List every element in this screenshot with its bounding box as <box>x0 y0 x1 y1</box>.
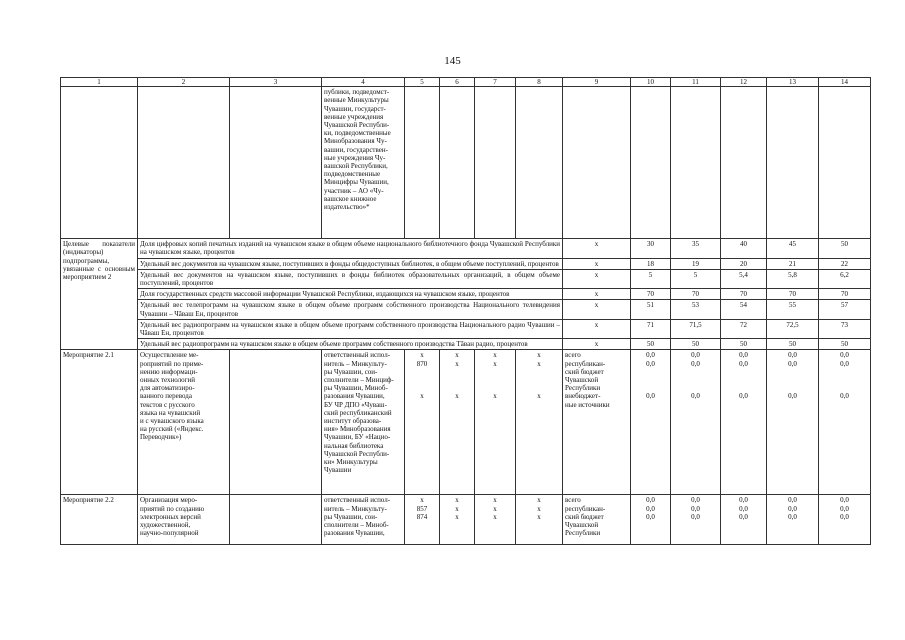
budget-code-cell: x 870 x <box>405 350 440 495</box>
amount-cell: 0,0 0,0 0,0 <box>819 495 871 545</box>
budget-code-cell: x x x <box>475 350 516 495</box>
amount-cell: 0,0 0,0 0,0 <box>631 495 671 545</box>
amount-cell: 0,0 0,0 0,0 <box>767 350 819 495</box>
funding-source-cell: всего республикан- ский бюджет Чувашской Республики <box>563 495 631 545</box>
indicator-text: Удельный вес телепрограмм на чувашском языке в общем объеме программ собственного производства Национального телевидения Чувашии – Чăваш Ен, процентов <box>138 300 563 319</box>
activity-row <box>61 350 871 495</box>
col-num: 14 <box>819 78 871 87</box>
indicator-text: Удельный вес документов на чувашском языке, поступивших в фонды общедоступных библиотек, в общем объеме поступлений, процентов <box>138 258 563 269</box>
col-num: 2 <box>138 78 230 87</box>
activity-description: Организация меро- приятий по созданию электронных версий художественной, научно-популярной <box>138 495 230 545</box>
targets-label: Целевые показатели (индикаторы) подпрограммы, увязанные с основным мероприятием 2 <box>61 239 138 350</box>
indicator-text: Удельный вес документов на чувашском языке, поступивших в фонды библиотек образовательных организаций, в общем объеме поступлений, процентов <box>138 269 563 288</box>
indicator-text: Удельный вес радиопрограмм на чувашском языке в общем объеме программ собственного производства Тăван радио, процентов <box>138 339 563 350</box>
indicator-text: Удельный вес радиопрограмм на чувашском языке в общем объеме программ собственного производства Национального радио Чувашии – Чăваш Ен, процентов <box>138 319 563 338</box>
budget-code-cell: x 857 874 <box>405 495 440 545</box>
budget-code-cell: x x x <box>440 350 475 495</box>
col-num: 4 <box>322 78 405 87</box>
col-num: 6 <box>440 78 475 87</box>
col-num: 13 <box>767 78 819 87</box>
responsible-cell: ответственный испол- нитель – Минкульту- ры Чувашии, сои- сполнители – Миноб- разования Чувашии, <box>322 495 405 545</box>
col-num: 3 <box>230 78 322 87</box>
indicator-row: Удельный вес радиопрограмм на чувашском языке в общем объеме программ собственного производства Национального радио Чувашии – Чăваш Ен, процентов x 71 71,5 72 72,5 73 <box>61 319 871 338</box>
activity-name: Мероприятие 2.2 <box>61 495 138 545</box>
activity-description: Осуществление ме- роприятий по приме- нению информаци- онных технологий для автоматизиро- ванного перевода текстов с русского языка на чувашский и с чувашского языка на русский («Яндекс. Переводчик») <box>138 350 230 495</box>
amount-cell: 0,0 0,0 0,0 <box>721 495 767 545</box>
indicator-text: Доля цифровых копий печатных изданий на чувашском языке в общем объеме национального библиотечного фонда Чувашской Республики на чувашском языке, процентов <box>138 239 563 258</box>
indicator-row: Удельный вес телепрограмм на чувашском языке в общем объеме программ собственного производства Национального телевидения Чувашии – Чăваш Ен, процентов x 51 53 54 55 57 <box>61 300 871 319</box>
continuation-row <box>61 87 871 239</box>
indicator-row: Доля государственных средств массовой информации Чувашской Республики, издающихся на чувашском языке, процентов x 70 70 70 70 70 <box>61 289 871 300</box>
responsible-cell: ответственный испол- нитель – Минкульту- ры Чувашии, сои- сполнители – Минциф- ры Чувашии, Миноб- разования Чувашии, БУ ЧР ДПО «Чуваш- ский республиканский институт образова- ния» Минобразования Чувашии, БУ «Нацио- нальная библиотека Чувашской Республи- ки» Минкультуры Чувашии <box>322 350 405 495</box>
indicator-row: Удельный вес документов на чувашском языке, поступивших в фонды библиотек образовательных организаций, в общем объеме поступлений, процентов x 5 5 5,4 5,8 6,2 <box>61 269 871 288</box>
budget-code-cell: x x x <box>516 495 563 545</box>
indicator-text: Доля государственных средств массовой информации Чувашской Республики, издающихся на чувашском языке, процентов <box>138 289 563 300</box>
funding-source-cell: всего республикан- ский бюджет Чувашской Республики внебюджет- ные источники <box>563 350 631 495</box>
col-num: 5 <box>405 78 440 87</box>
col-num: 1 <box>61 78 138 87</box>
budget-code-cell: x x x <box>516 350 563 495</box>
col-num: 11 <box>671 78 721 87</box>
amount-cell: 0,0 0,0 0,0 <box>671 350 721 495</box>
indicator-row: Целевые показатели (индикаторы) подпрограммы, увязанные с основным мероприятием 2 Доля цифровых копий печатных изданий на чувашском языке в общем объеме национального библиотечного фонда Чувашской Республики на чувашском языке, процентов x 30 35 40 45 50 <box>61 239 871 258</box>
amount-cell: 0,0 0,0 0,0 <box>631 350 671 495</box>
budget-code-cell: x x x <box>440 495 475 545</box>
col-num: 8 <box>516 78 563 87</box>
responsible-cell: публики, подведомст- венные Минкультуры Чувашии, государст- венные учреждения Чувашской Республи- ки, подведомственные Минобразования Чу- вашии, государствен- ные учреждения Чу- вашской Республики, подведомственные Минцифры Чувашии, участник – АО «Чу- вашское книжное издательство»* <box>322 87 405 239</box>
activity-name: Мероприятие 2.1 <box>61 350 138 495</box>
amount-cell: 0,0 0,0 0,0 <box>767 495 819 545</box>
program-table <box>60 77 871 545</box>
amount-cell: 0,0 0,0 0,0 <box>721 350 767 495</box>
col-num: 9 <box>563 78 631 87</box>
amount-cell: 0,0 0,0 0,0 <box>671 495 721 545</box>
activity-row <box>61 495 871 545</box>
amount-cell: 0,0 0,0 0,0 <box>819 350 871 495</box>
indicator-row: Удельный вес радиопрограмм на чувашском языке в общем объеме программ собственного производства Тăван радио, процентов x 50 50 50 50 50 <box>61 339 871 350</box>
column-number-row <box>61 78 871 87</box>
col-num: 7 <box>475 78 516 87</box>
budget-code-cell: x x x <box>475 495 516 545</box>
indicator-row: Удельный вес документов на чувашском языке, поступивших в фонды общедоступных библиотек, в общем объеме поступлений, процентов x 18 19 20 21 22 <box>61 258 871 269</box>
col-num: 10 <box>631 78 671 87</box>
col-num: 12 <box>721 78 767 87</box>
page-number: 145 <box>444 55 461 67</box>
